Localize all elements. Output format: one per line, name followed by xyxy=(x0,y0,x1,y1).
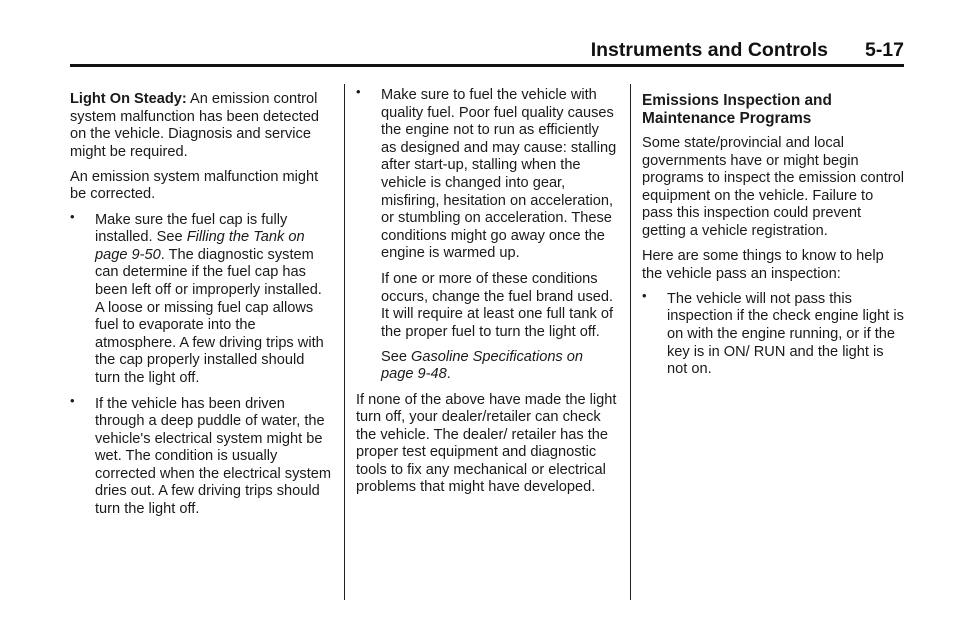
sub-paragraph xyxy=(356,349,618,384)
page-number: 5-17 xyxy=(864,39,904,61)
cross-reference: Filling the Tank on page 9-50 xyxy=(95,229,305,263)
sub-paragraph: If one or more of these conditions occurs, change the fuel brand used. It will require at least one full tank of the proper fuel to turn the light off. xyxy=(381,270,614,340)
lead-paragraph xyxy=(70,91,332,161)
lead-label: Light On Steady: xyxy=(70,91,187,107)
sub-paragraph-text: . xyxy=(446,366,451,383)
column-3 xyxy=(642,92,904,387)
list-item-text: Make sure to fuel the vehicle with quality fuel. Poor fuel quality causes the engine not to run as efficiently as designed and may cause: stalling after start-up, stalling when the vehicle is changed into gear, misfiring, hesitation on acceleration, or stumbling on acceleration. These conditions might go away once the engine is warmed up. xyxy=(381,87,617,262)
column-divider xyxy=(630,84,631,600)
list-item-text: The vehicle will not pass this inspection if the check engine light is on with the engine running, or if the key is in ON/ RUN and the light is not on. xyxy=(667,290,904,378)
bullet-icon: • xyxy=(70,392,75,408)
cross-reference: Gasoline Specifications on page 9-48 xyxy=(381,348,584,383)
paragraph: Some state/provincial and local governments have or might begin programs to inspect the emission control equipment on the vehicle. Failure to pass this inspection could prevent getting a vehicle registration. xyxy=(642,135,904,239)
list-item-text: If the vehicle has been driven through a deep puddle of water, the vehicle's electrical system might be wet. The condition is usually corrected when the electrical system dries out. A few driving trips should turn the light off. xyxy=(95,395,332,518)
column-1 xyxy=(70,91,332,527)
paragraph: If none of the above have made the light turn off, your dealer/retailer can check the vehicle. The dealer/ retailer has the proper test equipment and diagnostic tools to fix any mechanical or electrical problems that might have developed. xyxy=(356,391,617,496)
header-rule xyxy=(70,64,904,67)
bullet-icon: • xyxy=(356,84,361,99)
list-item xyxy=(356,84,618,263)
bullet-icon: • xyxy=(642,287,647,303)
paragraph: Here are some things to know to help the vehicle pass an inspection: xyxy=(642,248,884,282)
lead-text: An emission control system malfunction has been detected on the vehicle. Diagnosis and service might be required. xyxy=(70,91,320,160)
sub-paragraph-text: See xyxy=(381,348,412,365)
list-item xyxy=(70,208,332,388)
column-2 xyxy=(356,84,618,505)
section-heading: Emissions Inspection and Maintenance Programs xyxy=(642,92,832,127)
column-divider xyxy=(344,84,345,600)
list-item xyxy=(642,287,904,379)
list-item-text: Make sure the fuel cap is fully installed. See xyxy=(95,211,288,246)
paragraph: An emission system malfunction might be corrected. xyxy=(70,168,319,203)
list-item-text: . The diagnostic system can determine if the fuel cap has been left off or improperly installed. A loose or missing fuel cap allows fuel to evaporate into the atmosphere. A few driving trips with the cap properly installed should turn the light off. xyxy=(95,246,324,386)
bullet-icon: • xyxy=(70,208,75,224)
section-title: Instruments and Controls xyxy=(590,39,828,61)
list-item xyxy=(70,392,332,519)
